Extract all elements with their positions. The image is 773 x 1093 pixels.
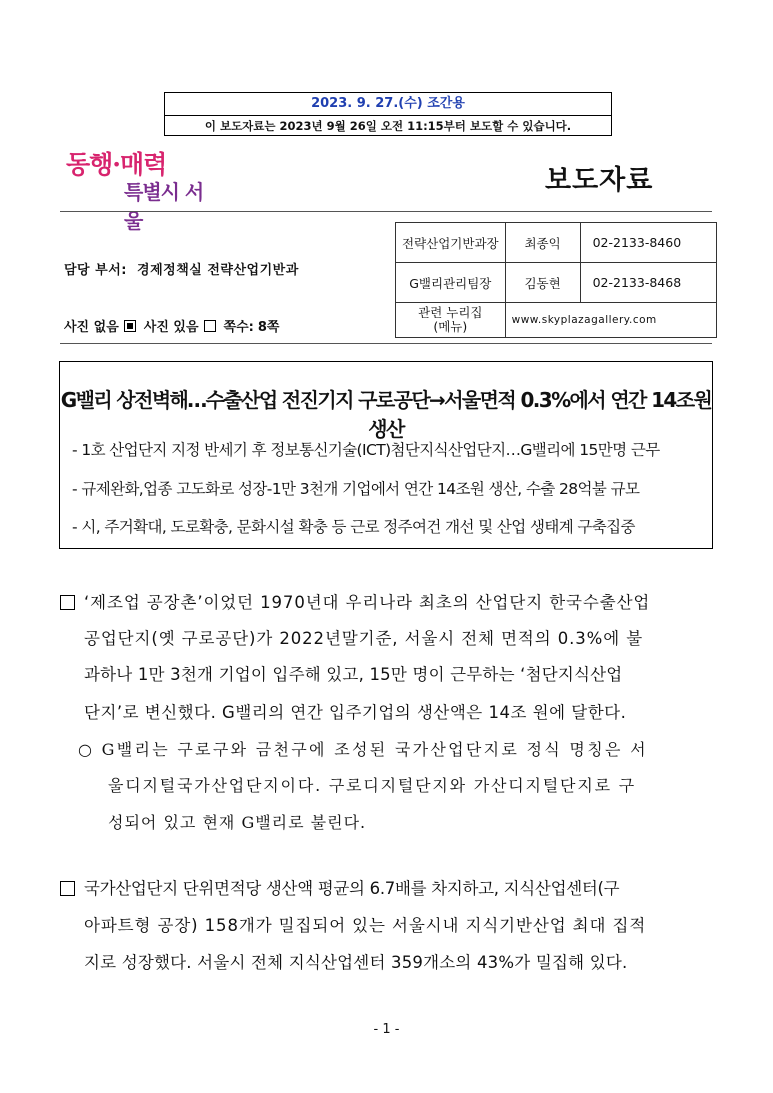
related-label-line1: 관련 누리집 <box>418 305 483 320</box>
contact-name: 최종익 <box>505 223 580 263</box>
contact-role: 전략산업기반과장 <box>396 223 506 263</box>
pages-value: 8쪽 <box>257 320 280 335</box>
logo-line1: 동행·매력 <box>66 150 167 179</box>
pages-label: 쪽수: <box>223 320 254 335</box>
subheadline: - 규제완화,업종 고도화로 성장-1만 3천개 기업에서 연간 14조원 생산, 수출 28억불 규모 <box>72 480 640 498</box>
headline: G밸리 상전벽해…수출산업 전진기지 구로공단→서울면적 0.3%에서 연간 14조원 생산 <box>60 388 712 441</box>
contact-role: G밸리관리팀장 <box>396 263 506 303</box>
sub-bullet-line: 울디지털국가산업단지이다. 구로디지털단지와 가산디지털단지로 구 <box>108 776 636 795</box>
seoul-logo <box>66 145 216 233</box>
contact-row <box>396 223 717 263</box>
embargo-box <box>164 92 612 136</box>
embargo-note: 이 보도자료는 2023년 9월 26일 오전 11:15부터 보도할 수 있습니다. <box>204 119 572 133</box>
department-label: 담당 부서: <box>64 263 127 278</box>
subheadline: - 시, 주거확대, 도로확충, 문화시설 확충 등 근로 정주여건 개선 및 산업 생태계 구축집중 <box>72 518 635 536</box>
photo-none-label: 사진 없음 <box>64 320 119 335</box>
photo-has-label: 사진 있음 <box>143 320 199 335</box>
logo-line2: 특별시 서울 <box>124 180 204 233</box>
photo-info-line <box>64 316 287 335</box>
contact-row <box>396 263 717 303</box>
page-number: - 1 - <box>373 1022 400 1037</box>
department-value: 경제정책실 전략산업기반과 <box>137 263 299 278</box>
subheadline: - 1호 산업단지 지정 반세기 후 정보통신기술(ICT)첨단지식산업단지…G밸리에 15만명 근무 <box>72 441 660 459</box>
related-site-row <box>396 303 717 338</box>
photo-has-checkbox <box>204 320 216 332</box>
related-label-line2: (메뉴) <box>433 319 468 334</box>
embargo-date: 2023. 9. 27.(수) 조간용 <box>165 93 611 116</box>
document-type-title: 보도자료 <box>545 165 654 196</box>
sub-bullet-line: ○ G밸리는 구로구와 금천구에 조성된 국가산업단지로 정식 명칭은 서 <box>78 740 648 759</box>
headline-box <box>59 361 713 549</box>
sub-bullet-line: 성되어 있고 현재 G밸리로 불린다. <box>108 813 367 832</box>
body-line: 단지’로 변신했다. G밸리의 연간 입주기업의 생산액은 14조 원에 달한다. <box>84 703 627 722</box>
bullet-box-icon <box>60 595 75 610</box>
related-site-label <box>396 303 506 338</box>
contact-phone: 02-2133-8468 <box>580 263 716 303</box>
header-divider-top <box>60 211 712 212</box>
bullet-box-icon <box>60 881 75 896</box>
body-line: 지로 성장했다. 서울시 전체 지식산업센터 359개소의 43%가 밀집해 있다. <box>84 953 628 972</box>
body-line: 과하나 1만 3천개 기업이 입주해 있고, 15만 명이 근무하는 ‘첨단지식산업 <box>84 665 623 684</box>
header-divider-bottom <box>60 343 712 344</box>
contact-table <box>395 222 717 338</box>
department-line <box>64 259 299 278</box>
related-site-url[interactable]: www.skyplazagallery.com <box>505 303 716 338</box>
body-line: 공업단지(옛 구로공단)가 2022년말기준, 서울시 전체 면적의 0.3%에 불 <box>84 629 644 648</box>
contact-name: 김동현 <box>505 263 580 303</box>
body-line: 국가산업단지 단위면적당 생산액 평균의 6.7배를 차지하고, 지식산업센터(구 <box>84 879 620 898</box>
contact-phone: 02-2133-8460 <box>580 223 716 263</box>
body-line: 아파트형 공장) 158개가 밀집되어 있는 서울시내 지식기반산업 최대 집적 <box>84 916 647 935</box>
photo-none-checkbox <box>124 320 136 332</box>
body-line: ‘제조업 공장촌’이었던 1970년대 우리나라 최초의 산업단지 한국수출산업 <box>84 593 651 612</box>
